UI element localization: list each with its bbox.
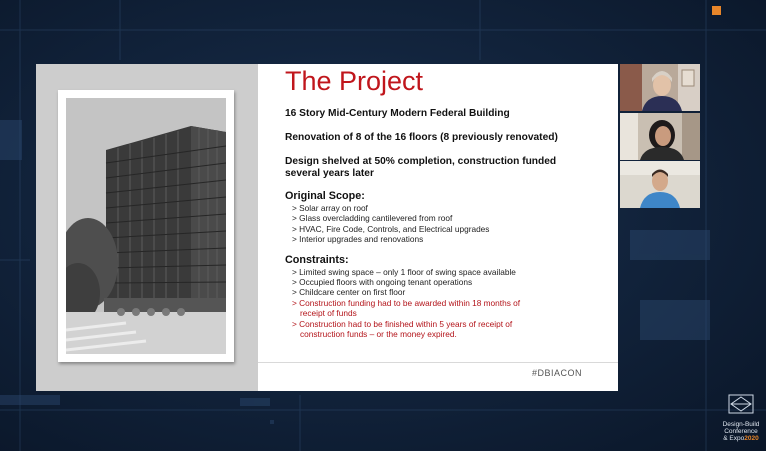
list-item: > Limited swing space – only 1 floor of swing space available bbox=[292, 266, 516, 277]
logo-emblem-icon bbox=[728, 394, 754, 414]
participant-avatar bbox=[620, 161, 700, 208]
logo-line-1: Design-Build bbox=[722, 421, 760, 428]
list-item: > Glass overcladding cantilevered from roof bbox=[292, 213, 453, 224]
participant-video-2[interactable] bbox=[620, 113, 700, 160]
design-status-line: Design shelved at 50% completion, construction funded several years later bbox=[285, 156, 557, 179]
constraints-heading: Constraints: bbox=[285, 253, 349, 266]
logo-line-2: Conference bbox=[724, 428, 758, 435]
presentation-slide bbox=[36, 64, 618, 391]
project-summary-line: 16 Story Mid-Century Modern Federal Building bbox=[285, 108, 510, 119]
logo-year: 2020 bbox=[744, 435, 759, 442]
list-item: > Interior upgrades and renovations bbox=[292, 234, 424, 245]
list-item: > Construction had to be finished within 5 years of receipt of bbox=[292, 318, 513, 329]
slide-footer-divider bbox=[258, 362, 618, 363]
original-scope-heading: Original Scope: bbox=[285, 190, 365, 202]
renovation-line: Renovation of 8 of the 16 floors (8 previously renovated) bbox=[285, 132, 558, 143]
list-item: > Solar array on roof bbox=[292, 203, 368, 213]
list-item: > HVAC, Fire Code, Controls, and Electrical upgrades bbox=[292, 223, 490, 234]
photo-frame bbox=[58, 90, 234, 362]
slide-title: The Project bbox=[285, 66, 424, 96]
accent-square bbox=[712, 6, 721, 15]
original-scope-list bbox=[285, 203, 615, 245]
federal-building-image bbox=[66, 98, 226, 354]
logo-line-3: & Expo bbox=[723, 435, 745, 442]
list-item: > Childcare center on first floor bbox=[292, 287, 406, 298]
list-item: > Occupied floors with ongoing tenant operations bbox=[292, 277, 473, 288]
list-item: receipt of funds bbox=[300, 308, 357, 319]
slide-body bbox=[285, 108, 615, 339]
list-item: > Construction funding had to be awarded within 18 months of bbox=[292, 297, 521, 308]
slide-image-panel bbox=[36, 64, 258, 391]
participant-avatar bbox=[620, 113, 700, 160]
building-photo bbox=[66, 98, 226, 354]
conference-logo bbox=[718, 394, 764, 450]
participant-video-1[interactable] bbox=[620, 64, 700, 111]
slide-hashtag: #DBIACON bbox=[531, 368, 582, 378]
participant-video-3[interactable] bbox=[620, 161, 700, 208]
constraints-list bbox=[285, 267, 615, 340]
participant-avatar bbox=[620, 64, 700, 111]
list-item: construction funds – or the money expired. bbox=[300, 329, 457, 340]
